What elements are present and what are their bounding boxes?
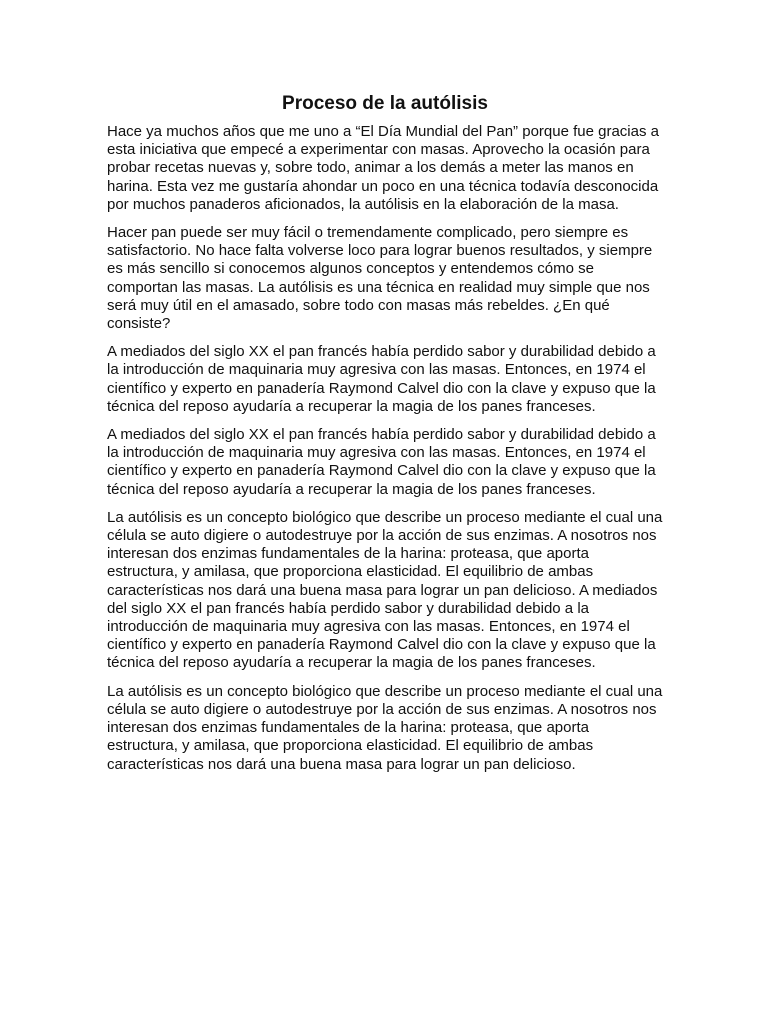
document-body — [107, 93, 663, 784]
paragraph-5: La autólisis es un concepto biológico que describe un proceso mediante el cual una célula se auto digiere o autodestruye por la acción de sus enzimas. A nosotros nos interesan dos enzimas fundamentales de la harina: proteasa, que aporta estructura, y amilasa, que proporciona elasticidad. El equilibrio de ambas características nos dará una buena masa para lograr un pan delicioso. A mediados del siglo XX el pan francés había perdido sabor y durabilidad debido a la introducción de maquinaria muy agresiva con las masas. Entonces, en 1974 el científico y experto en panadería Raymond Calvel dio con la clave y expuso que la técnica del reposo ayudaría a recuperar la magia de los panes franceses. — [107, 508, 663, 672]
paragraph-4: A mediados del siglo XX el pan francés había perdido sabor y durabilidad debido a la introducción de maquinaria muy agresiva con las masas. Entonces, en 1974 el científico y experto en panadería Raymond Calvel dio con la clave y expuso que la técnica del reposo ayudaría a recuperar la magia de los panes franceses. — [107, 426, 656, 498]
paragraph-1: Hace ya muchos años que me uno a “El Día Mundial del Pan” porque fue gracias a esta iniciativa que empecé a experimentar con masas. Aprovecho la ocasión para probar recetas nuevas y, sobre todo, animar a los demás a meter las manos en harina. Esta vez me gustaría ahondar un poco en una técnica todavía desconocida por muchos panaderos aficionados, la autólisis en la elaboración de la masa. — [107, 123, 659, 213]
paragraph-6: La autólisis es un concepto biológico que describe un proceso mediante el cual una célula se auto digiere o autodestruye por la acción de sus enzimas. A nosotros nos interesan dos enzimas fundamentales de la harina: proteasa, que aporta estructura, y amilasa, que proporciona elasticidad. El equilibrio de ambas características nos dará una buena masa para lograr un pan delicioso. — [107, 682, 663, 773]
document-title: Proceso de la autólisis — [282, 93, 488, 114]
paragraph-3: A mediados del siglo XX el pan francés había perdido sabor y durabilidad debido a la introducción de maquinaria muy agresiva con las masas. Entonces, en 1974 el científico y experto en panadería Raymond Calvel dio con la clave y expuso que la técnica del reposo ayudaría a recuperar la magia de los panes franceses. — [107, 343, 656, 415]
paragraph-2: Hacer pan puede ser muy fácil o tremendamente complicado, pero siempre es satisfactorio. No hace falta volverse loco para lograr buenos resultados, y siempre es más sencillo si conocemos algunos conceptos y entendemos cómo se comportan las masas. La autólisis es una técnica en realidad muy simple que nos será muy útil en el amasado, sobre todo con masas más rebeldes. ¿En qué consiste? — [107, 224, 653, 333]
